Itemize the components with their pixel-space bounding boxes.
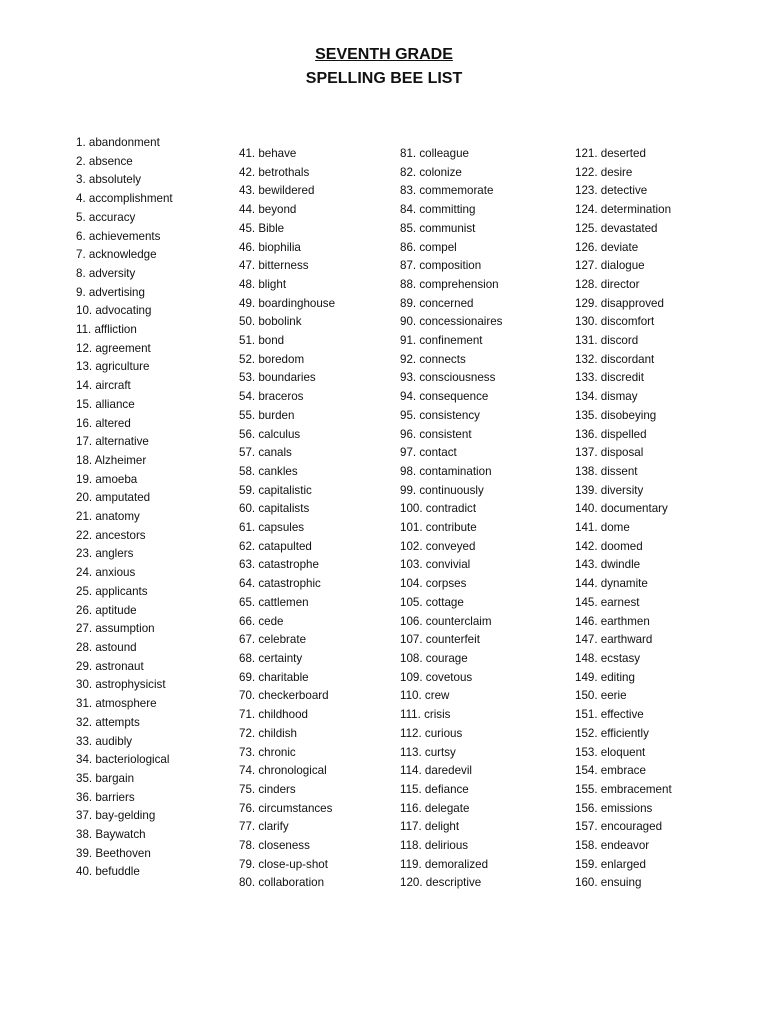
word-list-item: 111. crisis — [400, 708, 451, 722]
word-list-item: 18. Alzheimer — [76, 453, 147, 467]
word-list-item: 94. consequence — [400, 390, 489, 404]
word-list-item: 97. contact — [400, 446, 457, 460]
word-list-item: 147. earthward — [575, 633, 653, 647]
word-list-item: 149. editing — [575, 670, 635, 684]
word-list-item: 49. boardinghouse — [239, 296, 336, 310]
word-list-item: 70. checkerboard — [239, 689, 329, 703]
word-list-item: 79. close-up-shot — [239, 857, 328, 871]
word-list-item: 38. Baywatch — [76, 828, 146, 842]
word-list-item: 110. crew — [400, 689, 450, 703]
word-list-item: 126. deviate — [575, 240, 639, 254]
word-list-item: 60. capitalists — [239, 502, 310, 516]
word-list-item: 93. consciousness — [400, 371, 496, 385]
word-list-item: 23. anglers — [76, 547, 134, 561]
word-list-item: 90. concessionaires — [400, 315, 503, 329]
word-list-item: 106. counterclaim — [400, 614, 492, 628]
word-list-item: 113. curtsy — [400, 745, 456, 759]
word-list-item: 115. defiance — [400, 782, 469, 796]
word-list-item: 145. earnest — [575, 595, 640, 609]
word-list-item: 30. astrophysicist — [76, 678, 166, 692]
word-list-item: 138. dissent — [575, 464, 638, 478]
word-list-item: 35. bargain — [76, 771, 135, 785]
word-list-item: 151. effective — [575, 708, 644, 722]
word-list-item: 26. aptitude — [76, 603, 137, 617]
word-list-item: 78. closeness — [239, 839, 310, 853]
word-list-item: 40. befuddle — [76, 865, 140, 879]
word-list-item: 13. agriculture — [76, 360, 150, 374]
word-list-item: 102. conveyed — [400, 539, 476, 553]
word-list-item: 135. disobeying — [575, 408, 657, 422]
word-list-item: 124. determination — [575, 203, 672, 217]
word-list-item: 80. collaboration — [239, 876, 325, 890]
word-column-1 — [76, 134, 173, 882]
word-list-item: 31. atmosphere — [76, 697, 157, 711]
word-list-item: 76. circumstances — [239, 801, 333, 815]
word-list-item: 44. beyond — [239, 203, 297, 217]
word-list-item: 71. childhood — [239, 708, 308, 722]
word-list-item: 32. attempts — [76, 715, 140, 729]
word-list-item: 144. dynamite — [575, 577, 648, 591]
word-list-item: 105. cottage — [400, 595, 464, 609]
word-list-item: 131. discord — [575, 334, 639, 348]
word-list-item: 121. deserted — [575, 147, 646, 160]
word-list-item: 41. behave — [239, 147, 297, 160]
word-list-item: 5. accuracy — [76, 210, 136, 224]
word-list-item: 8. adversity — [76, 266, 136, 280]
word-list-item: 81. colleague — [400, 147, 469, 160]
word-column-2 — [239, 145, 335, 893]
word-list-item: 66. cede — [239, 614, 284, 628]
word-list-item: 2. absence — [76, 154, 133, 168]
word-list-item: 69. charitable — [239, 670, 309, 684]
word-list-item: 21. anatomy — [76, 510, 140, 524]
word-list-item: 4. accomplishment — [76, 192, 173, 206]
word-list-item: 20. amputated — [76, 491, 151, 505]
word-list-item: 108. courage — [400, 651, 468, 665]
word-list-item: 103. convivial — [400, 558, 471, 572]
word-list-item: 132. discordant — [575, 352, 655, 366]
word-list-item: 91. confinement — [400, 334, 483, 348]
word-list-item: 146. earthmen — [575, 614, 650, 628]
word-list-item: 128. director — [575, 277, 640, 291]
word-list-item: 59. capitalistic — [239, 483, 312, 497]
word-list-item: 62. catapulted — [239, 539, 312, 553]
word-list-item: 89. concerned — [400, 296, 474, 310]
word-list-item: 119. demoralized — [400, 857, 489, 871]
word-list-item: 143. dwindle — [575, 558, 641, 572]
word-list-item: 88. comprehension — [400, 277, 499, 291]
word-list-item: 158. endeavor — [575, 839, 650, 853]
word-list-item: 75. cinders — [239, 782, 296, 796]
word-list-item: 68. certainty — [239, 651, 303, 665]
word-list-item: 65. cattlemen — [239, 595, 309, 609]
word-list-item: 25. applicants — [76, 584, 148, 598]
word-list-item: 104. corpses — [400, 577, 467, 591]
word-column-4 — [575, 145, 672, 893]
word-list-item: 43. bewildered — [239, 184, 315, 198]
word-list-item: 123. detective — [575, 184, 648, 198]
word-list-item: 120. descriptive — [400, 876, 482, 890]
word-list-item: 73. chronic — [239, 745, 296, 759]
word-list-item: 46. biophilia — [239, 240, 301, 254]
word-list-item: 157. encouraged — [575, 820, 663, 834]
word-list-item: 54. braceros — [239, 390, 304, 404]
word-list-item: 64. catastrophic — [239, 577, 321, 591]
word-list-item: 51. bond — [239, 334, 285, 348]
word-list-item: 152. efficiently — [575, 726, 649, 740]
word-list-item: 53. boundaries — [239, 371, 316, 385]
page-title: SEVENTH GRADE — [315, 46, 453, 63]
word-list-item: 45. Bible — [239, 221, 285, 235]
word-list-item: 63. catastrophe — [239, 558, 319, 572]
word-list-item: 118. delirious — [400, 839, 469, 853]
word-list-item: 33. audibly — [76, 734, 133, 748]
word-list-item: 9. advertising — [76, 285, 145, 299]
word-list-item: 134. dismay — [575, 390, 638, 404]
word-list-item: 6. achievements — [76, 229, 161, 243]
word-list-item: 150. eerie — [575, 689, 627, 703]
word-list-item: 57. canals — [239, 446, 292, 460]
word-list-item: 34. bacteriological — [76, 753, 170, 767]
word-list-item: 48. blight — [239, 277, 287, 291]
word-list-item: 1. abandonment — [76, 136, 160, 149]
word-list-item: 140. documentary — [575, 502, 668, 516]
word-list-item: 15. alliance — [76, 397, 135, 411]
word-list-item: 36. barriers — [76, 790, 135, 804]
word-list-item: 19. amoeba — [76, 472, 138, 486]
word-list-item: 159. enlarged — [575, 857, 646, 871]
word-list-item: 37. bay-gelding — [76, 809, 156, 823]
word-list-item: 56. calculus — [239, 427, 301, 441]
word-list-item: 137. disposal — [575, 446, 644, 460]
word-column-3 — [400, 145, 502, 893]
word-list-item: 7. acknowledge — [76, 248, 157, 262]
word-list-item: 129. disapproved — [575, 296, 664, 310]
page-subtitle: SPELLING BEE LIST — [305, 70, 463, 87]
word-list-item: 3. absolutely — [76, 173, 142, 187]
word-list-item: 52. boredom — [239, 352, 305, 366]
word-list-item: 156. emissions — [575, 801, 653, 815]
word-list-item: 39. Beethoven — [76, 846, 151, 860]
word-list-item: 77. clarify — [239, 820, 289, 834]
word-list-item: 24. anxious — [76, 566, 136, 580]
word-list-item: 87. composition — [400, 259, 482, 273]
word-list-item: 82. colonize — [400, 165, 462, 179]
word-list-item: 100. contradict — [400, 502, 477, 516]
word-list-item: 127. dialogue — [575, 259, 645, 273]
word-list-item: 125. devastated — [575, 221, 658, 235]
word-list-item: 148. ecstasy — [575, 651, 641, 665]
word-list-item: 22. ancestors — [76, 528, 146, 542]
word-list-item: 92. connects — [400, 352, 466, 366]
word-list-item: 122. desire — [575, 165, 633, 179]
word-list-item: 136. dispelled — [575, 427, 647, 441]
word-list-item: 96. consistent — [400, 427, 472, 441]
word-list-item: 155. embracement — [575, 782, 672, 796]
word-list-item: 83. commemorate — [400, 184, 494, 198]
word-list-item: 61. capsules — [239, 521, 305, 535]
word-list-item: 27. assumption — [76, 622, 155, 636]
word-list-item: 153. eloquent — [575, 745, 646, 759]
word-list-item: 99. continuously — [400, 483, 484, 497]
word-list-item: 117. delight — [400, 820, 460, 834]
word-list-item: 107. counterfeit — [400, 633, 480, 647]
word-list-item: 133. discredit — [575, 371, 644, 385]
word-list-item: 114. daredevil — [400, 764, 472, 778]
word-list-item: 160. ensuing — [575, 876, 642, 890]
word-list-item: 16. altered — [76, 416, 131, 430]
word-list-item: 74. chronological — [239, 764, 327, 778]
word-list-item: 86. compel — [400, 240, 457, 254]
word-list-item: 98. contamination — [400, 464, 492, 478]
word-list-item: 17. alternative — [76, 435, 149, 449]
word-list-item: 101. contribute — [400, 521, 477, 535]
word-list-item: 58. cankles — [239, 464, 298, 478]
word-list-item: 29. astronaut — [76, 659, 144, 673]
word-list-item: 112. curious — [400, 726, 463, 740]
word-list-item: 116. delegate — [400, 801, 470, 815]
word-list-item: 50. bobolink — [239, 315, 302, 329]
word-list-item: 141. dome — [575, 521, 630, 535]
word-list-item: 139. diversity — [575, 483, 644, 497]
word-list-item: 42. betrothals — [239, 165, 310, 179]
word-list-item: 72. childish — [239, 726, 298, 740]
word-list-item: 95. consistency — [400, 408, 480, 422]
word-list-item: 14. aircraft — [76, 379, 131, 393]
word-list-item: 109. covetous — [400, 670, 473, 684]
word-list-item: 67. celebrate — [239, 633, 307, 647]
word-list-item: 130. discomfort — [575, 315, 655, 329]
word-list-item: 10. advocating — [76, 304, 152, 318]
word-list-item: 85. communist — [400, 221, 476, 235]
word-list-item: 28. astound — [76, 640, 137, 654]
word-list-item: 154. embrace — [575, 764, 646, 778]
word-list-item: 47. bitterness — [239, 259, 309, 273]
word-list-item: 84. committing — [400, 203, 476, 217]
word-list-item: 142. doomed — [575, 539, 643, 553]
word-list-item: 11. affliction — [76, 323, 137, 337]
word-list-item: 55. burden — [239, 408, 295, 422]
word-list-item: 12. agreement — [76, 341, 151, 355]
